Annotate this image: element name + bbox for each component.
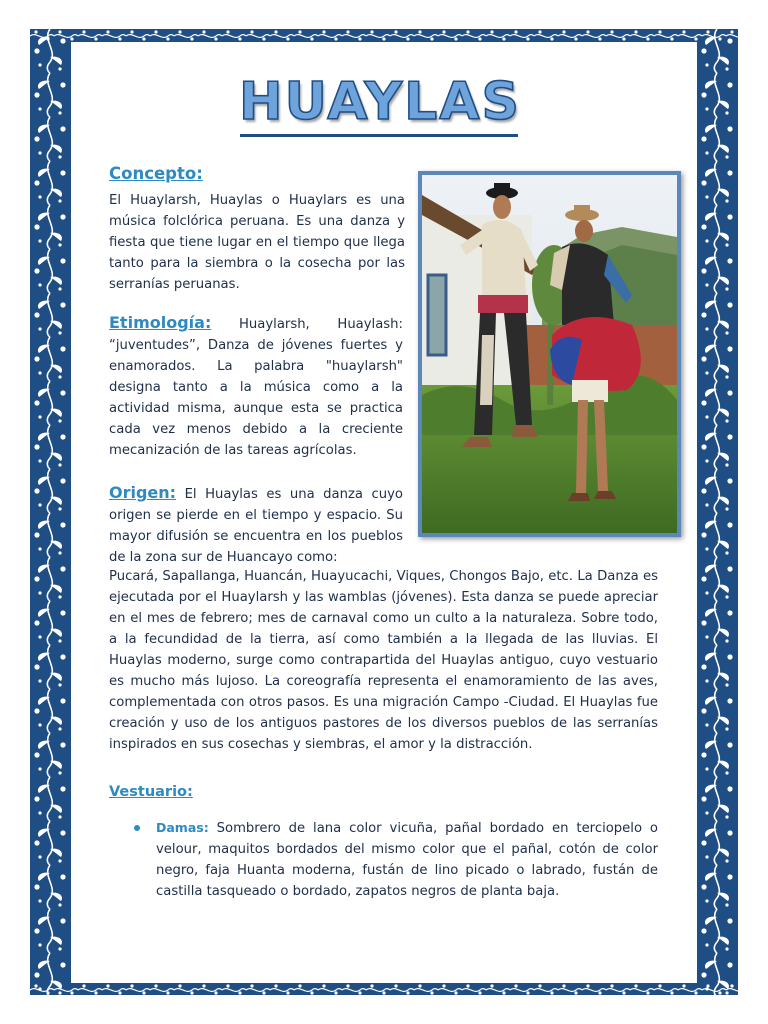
- concepto-paragraph: El Huaylarsh, Huaylas o Huaylars es una música folclórica peruana. Es una danza y fiesta que tiene lugar en el tiempo que llega tanto para la siembra o la cosecha por las serranías peruanas.: [109, 193, 405, 292]
- floral-vine-border-bottom: [30, 983, 738, 995]
- huaylas-dancers-photo: [422, 175, 677, 533]
- vestuario-list: [134, 817, 658, 902]
- damas-text: Sombrero de lana color vicuña, pañal bordado en terciopelo o velour, maquitos bordados del mismo color que el pañal, cotón de color negro, faja Huanta moderna, fustán de lino picado o labrado, fustán de castilla tasqueado o bordado, zapatos negros de planta baja.: [156, 821, 658, 899]
- bullet-dot-icon: [134, 825, 140, 831]
- origen-paragraph-continued: Pucará, Sapallanga, Huancán, Huayucachi, Viques, Chongos Bajo, etc. La Danza es ejecutada por el Huaylarsh y las wamblas (jóvenes). Esta danza se puede apreciar en el mes de febrero; mes de carnaval como un culto a la naturaleza. Sobre todo, a la fecundidad de la tierra, así como también a la llegada de las lluvias. El Huaylas moderno, surge como contrapartida del Huaylas antiguo, cuyo vestuario es mucho más lujoso. La coreografía representa el enamoramiento de las aves, complementada con otros pasos. Es una migración Campo -Ciudad. El Huaylas fue creación y uso de los antiguos pastores de los diversos pueblos de las serranías inspirados en sus cosechas y siembras, el amor y la distracción.: [109, 569, 658, 752]
- floral-vine-border-top: [30, 29, 738, 42]
- floral-vine-border-left: [30, 29, 71, 995]
- title-underline: [240, 134, 518, 137]
- list-item: [134, 817, 658, 902]
- etimologia-text: Huaylarsh, Huaylash: “juventudes”, Danza de jóvenes fuertes y enamorados. La palabra "huaylarsh" designa tanto a la música como a la actividad misma, aunque esta se practica cada vez menos debido a la creciente mecanización de las tareas agrícolas.: [109, 317, 403, 458]
- floral-vine-border-right: [697, 29, 738, 995]
- vestuario-heading: Vestuario:: [109, 784, 193, 800]
- origen-paragraph: [109, 482, 403, 568]
- damas-label: Damas:: [156, 820, 209, 835]
- etimologia-paragraph: [109, 312, 403, 461]
- photo-frame: [418, 171, 681, 537]
- etimologia-heading: Etimología:: [109, 313, 212, 332]
- concepto-heading: Concepto:: [109, 164, 203, 183]
- page-title: HUAYLAS: [239, 72, 521, 132]
- origen-heading: Origen:: [109, 483, 177, 502]
- origen-text-part1: El Huaylas es una danza cuyo origen se pierde en el tiempo y espacio. Su mayor difusión se encuentra en los pueblos de la zona sur de Huancayo como:: [109, 487, 403, 565]
